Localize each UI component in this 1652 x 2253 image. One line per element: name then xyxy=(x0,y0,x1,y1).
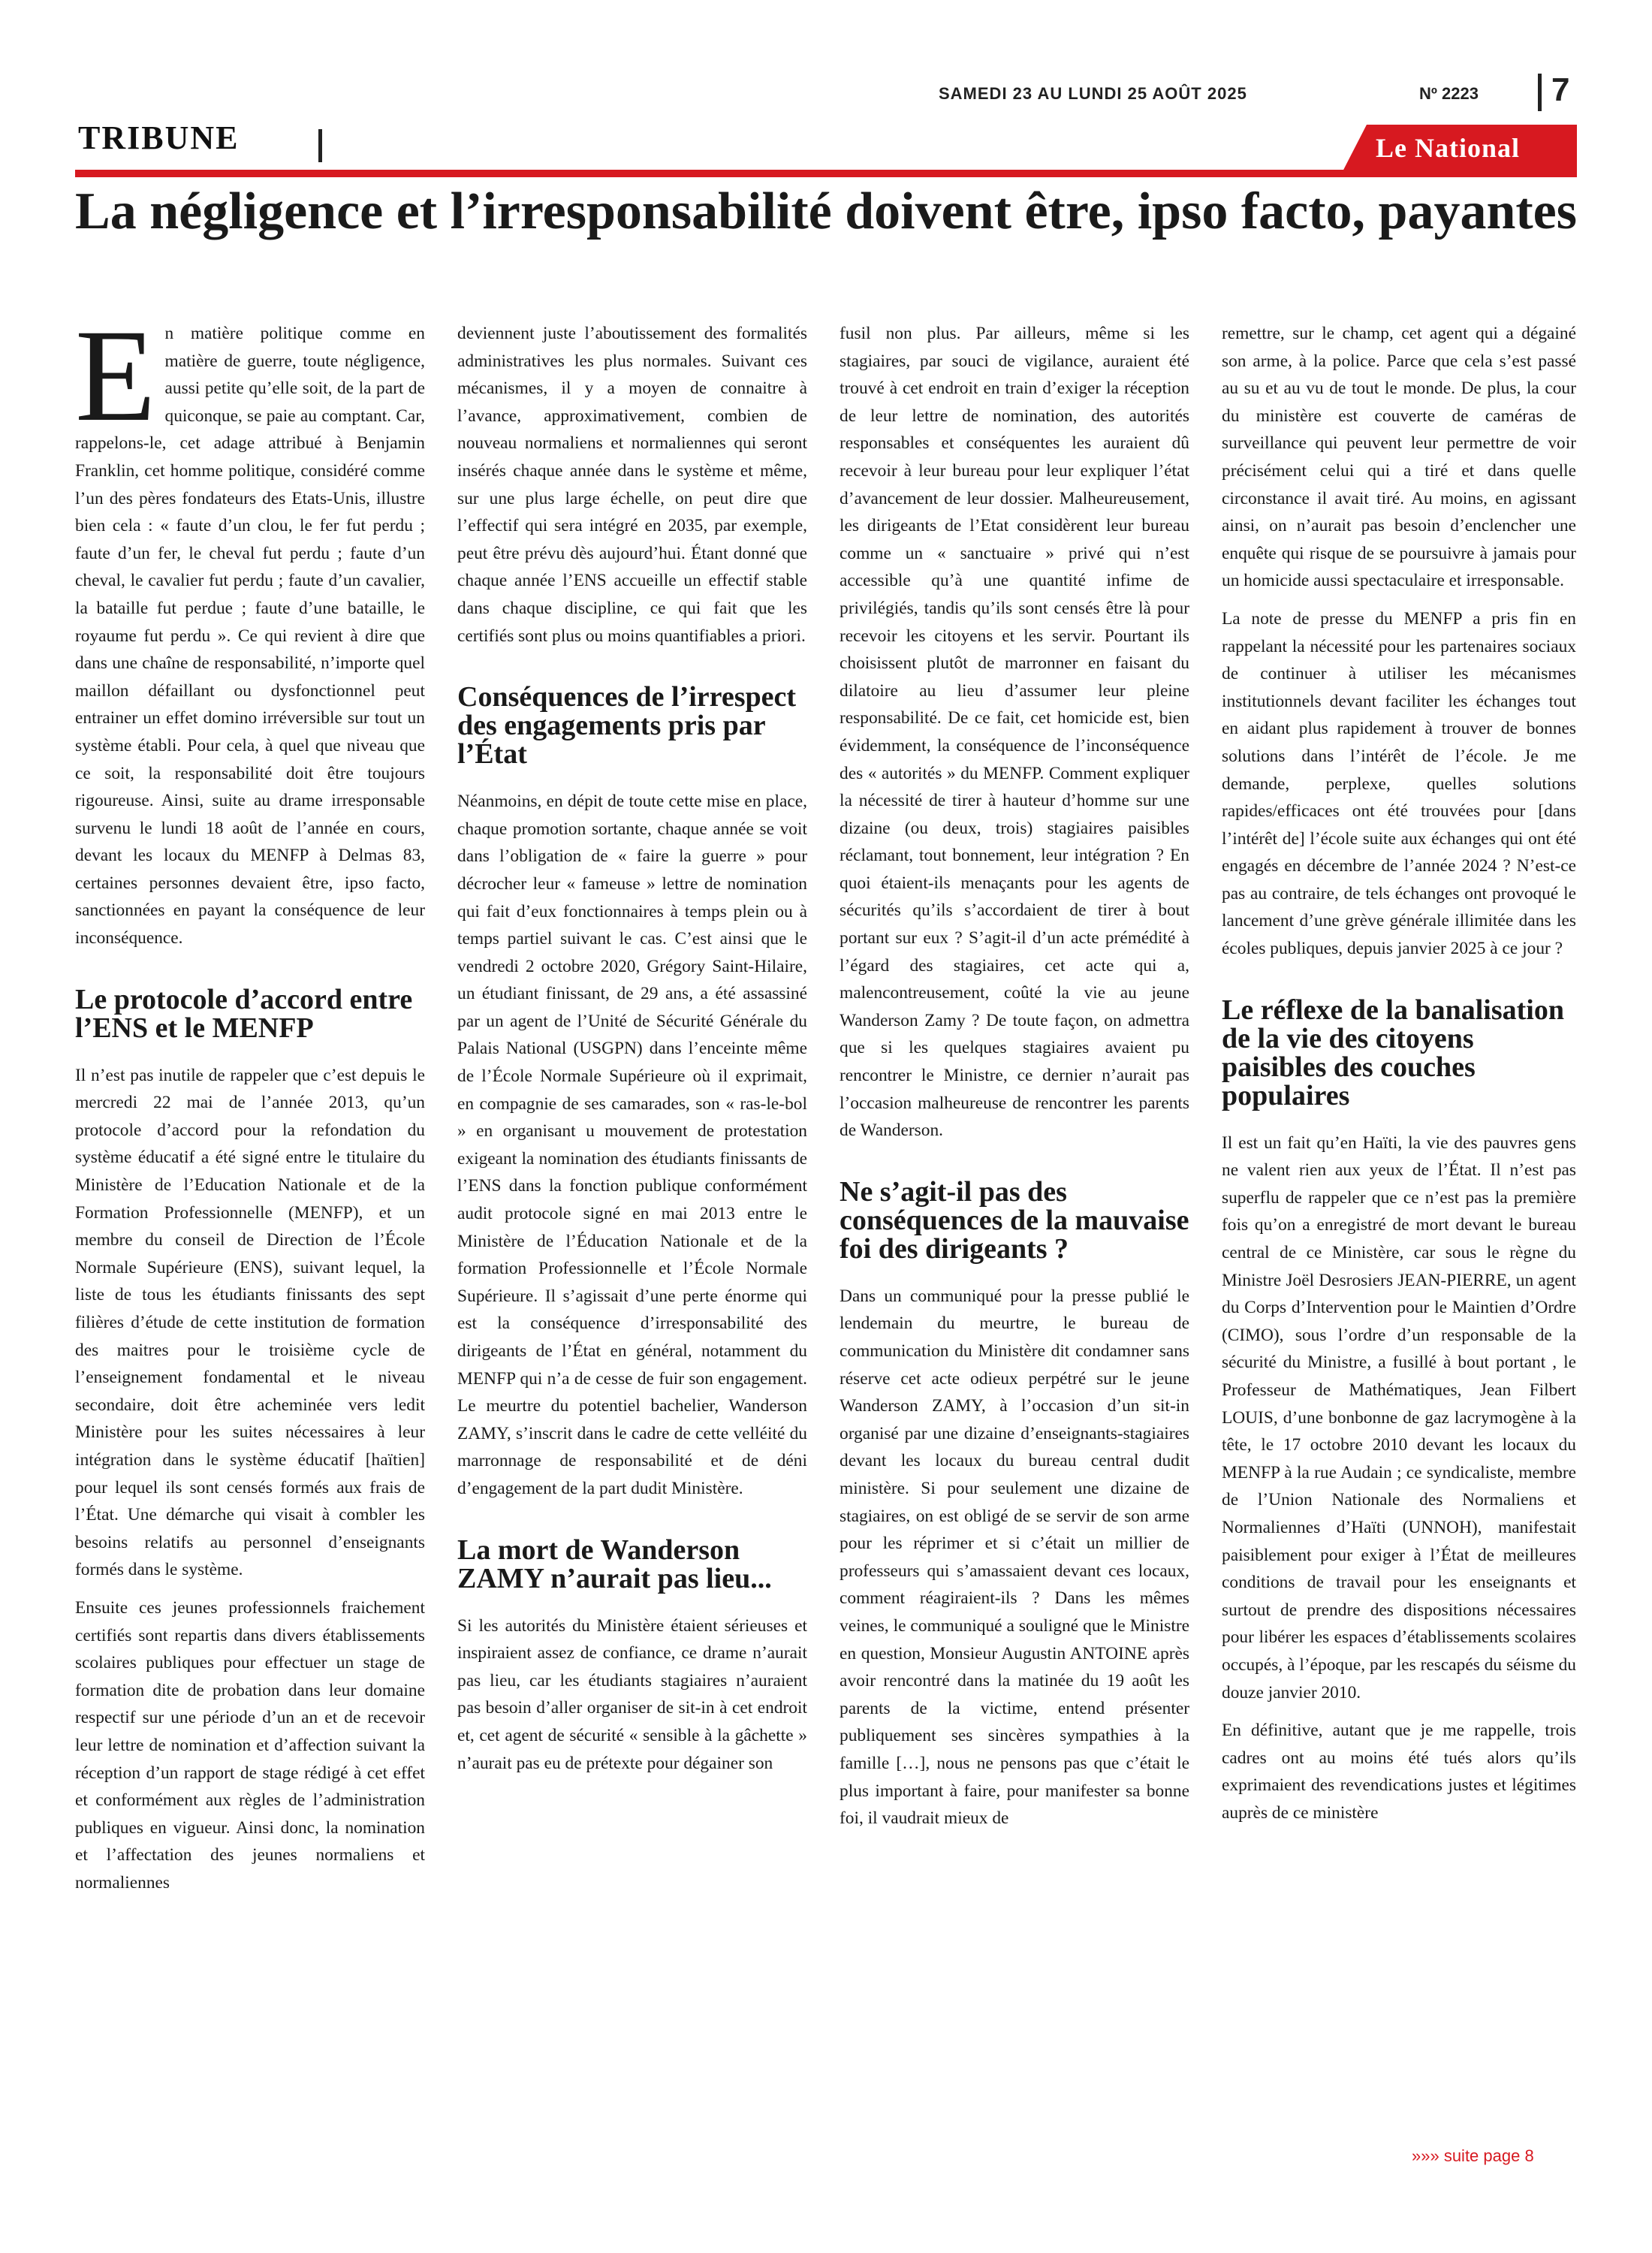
column-4 xyxy=(1222,320,1576,2145)
paragraph: Il est un fait qu’en Haïti, la vie des pauvres gens ne valent rien aux yeux de l’État. Il n’est pas superflu de rappeler que ce n’est pas la première fois qu’on a enregistré de mort devant le bureau central de ce Ministère, car sous le règne du Ministre Joël Desrosiers JEAN-PIERRE, un agent du Corps d’Intervention pour le Maintien d’Ordre (CIMO), sous l’ordre d’un responsable de la sécurité du Ministre, a fusillé à bout portant , le Professeur de Mathématiques, Jean Filbert LOUIS, d’une bonbonne de gaz lacrymogène à la tête, le 17 octobre 2010 devant les locaux du MENFP à la rue Audain ; ce syndicaliste, membre de l’Union Nationale des Normaliens et Normaliennes d’Haïti (UNNOH), manifestait paisiblement pour exiger à l’État de meilleures conditions de travail pour les enseignants et surtout de prendre des dispositions nécessaires pour libérer les espaces d’établissements scolaires occupés, à l’époque, par les rescapés du séisme du douze janvier 2010. xyxy=(1222,1133,1576,1703)
column-1 xyxy=(75,320,425,2145)
paragraph: fusil non plus. Par ailleurs, même si les stagiaires, par souci de vigilance, auraient été trouvé à cet endroit en train d’exiger la réception de leur lettre de nomination, des autorités responsables et conséquentes les auraient dû recevoir à leur bureau pour leur expliquer l’état d’avancement de leur dossier. Malheureusement, les dirigeants de l’Etat considèrent leur bureau comme un « sanctuaire » privé qui n’est accessible qu’à une quantité infime de privilégiés, tandis qu’ils sont censés être là pour recevoir les citoyens et les servir. Pourtant ils choisissent plutôt de marronner en faisant du dilatoire au lieu d’assumer leur pleine responsabilité. De ce fait, cet homicide est, bien évidemment, la conséquence de l’inconséquence des « autorités » du MENFP. Comment expliquer la nécessité de tirer à hauteur d’homme sur une dizaine (ou deux, trois) stagiaires paisibles réclamant, tout bonnement, leur intégration ? En quoi étaient-ils menaçants pour les agents de sécurités qu’ils s’accordaient de tirer à bout portant sur eux ? S’agit-il d’un acte prémédité à l’égard des stagiaires, cet acte qui a, malencontreusement, coûté la vie au jeune Wanderson Zamy ? De toute façon, on admettra que si les quelques stagiaires avaient pu rencontrer le Ministre, ce dernier n’aurait pas l’occasion malheureuse de rencontrer les parents de Wanderson. xyxy=(840,324,1189,1141)
column-3 xyxy=(840,320,1189,2145)
paragraph: deviennent juste l’aboutissement des formalités administratives les plus normales. Suivant ces mécanismes, il y a moyen de connaitre à l’avance, approximativement, combien de nouveau normaliens et normaliennes qui seront insérés chaque année dans le système et même, sur une plus large échelle, on peut dire que l’effectif qui sera intégré en 2035, par exemple, peut être prévu dès aujourd’hui. Étant donné que chaque année l’ENS accueille un effectif stable dans chaque discipline, ce qui fait que les certifiés sont plus ou moins quantifiables a priori. xyxy=(457,324,807,646)
paragraph: Néanmoins, en dépit de toute cette mise en place, chaque promotion sortante, chaque année se voit dans l’obligation de « faire la guerre » pour décrocher leur « fameuse » lettre de nomination qui fait d’eux fonctionnaires à temps plein ou à temps partiel suivant le cas. C’est ainsi que le vendredi 2 octobre 2020, Grégory Saint-Hilaire, un étudiant finissant, de 29 ans, a été assassiné par un agent de l’Unité de Sécurité Générale du Palais National (USGPN) dans l’enceinte même de l’École Normale Supérieure où il exprimait, en compagnie de ses camarades, son « ras-le-bol » en organisant u mouvement de protestation exigeant la nomination des étudiants finissants de l’ENS dans la fonction publique conformément audit protocole signé en mai 2013 entre le Ministère de l’Éducation Nationale et de la formation Professionnelle et l’École Normale Supérieure. Il s’agissait d’une perte énorme qui est la conséquence d’irresponsabilité des dirigeants de l’État en général, notamment du MENFP qui n’a de cesse de fuir son engagement. Le meurtre du potentiel bachelier, Wanderson ZAMY, s’inscrit dans le cadre de cette velléité du marronnage de responsabilité et de déni d’engagement de la part dudit Ministère. xyxy=(457,792,807,1498)
issue-date: SAMEDI 23 AU LUNDI 25 AOÛT 2025 xyxy=(939,84,1247,103)
paragraph: La note de presse du MENFP a pris fin en rappelant la nécessité pour les partenaires sociaux de continuer à utiliser les mécanismes institutionnels devant faciliter les échanges tout en aidant plus rapidement à trouver de bonnes solutions dans l’intérêt de l’école. Je me demande, perplexe, quelles solutions rapides/efficaces ont été trouvées pour [dans l’intérêt de] l’école suite aux échanges qui ont été engagés en décembre de l’année 2024 ? N’est-ce pas au contraire, de tels échanges ont provoqué le lancement d’une grève générale illimitée dans les écoles publiques, depuis janvier 2025 à ce jour ? xyxy=(1222,608,1576,959)
subheading: Le protocole d’accord entre l’ENS et le MENFP xyxy=(75,983,413,1044)
paragraph: En définitive, autant que je me rappelle, trois cadres ont au moins été tués alors qu’ils exprimaient des revendications justes et légitimes auprès de ce ministère xyxy=(1222,1721,1576,1823)
header-divider xyxy=(1538,74,1542,111)
paragraph: Ensuite ces jeunes professionnels fraichement certifiés sont repartis dans divers établissements scolaires publiques pour effectuer un stage de formation dite de probation dans leur domaine respectif sur une période d’un an et de recevoir leur lettre de nomination et d’affection suivant la réception d’un rapport de stage rédigé à cet effet et conformément aux règles de l’administration publiques en vigueur. Ainsi donc, la nomination et l’affectation des jeunes normaliens et normaliennes xyxy=(75,1597,425,1893)
paragraph-text: n matière politique comme en matière de guerre, toute négligence, aussi petite qu’elle soit, de la part de quiconque, se paie au comptant. Car, rappelons-le, cet adage attribué à Benjamin Franklin, cet homme politique, considéré comme l’un des pères fondateurs des Etats-Unis, illustre bien cela : « faute d’un clou, le fer fut perdu ; faute d’un fer, le cheval fut perdu ; faute d’un cheval, le cavalier fut perdu ; faute d’un cavalier, la bataille fut perdue ; faute d’une bataille, le royaume fut perdu ». Ce qui revient à dire que dans une chaîne de responsabilité, n’importe quel maillon défaillant ou dysfonctionnel peut entrainer un effet domino irréversible sur tout un système établi. Pour cela, à quel que niveau que ce soit, la responsabilité doit être toujours rigoureuse. Ainsi, suite au drame irresponsable survenu le lundi 18 août de l’année en cours, devant les locaux du MENFP à Delmas 83, certaines personnes devaient être, ipso facto, sanctionnées en payant la conséquence de leur inconséquence. xyxy=(75,324,425,949)
header-rule xyxy=(75,170,1577,177)
paragraph: remettre, sur le champ, cet agent qui a dégainé son arme, à la police. Parce que cela s’est passé au su et au vu de tout le monde. De plus, la cour du ministère est couverte de caméras de surveillance qui peuvent leur permettre de voir précisément celui qui a tiré et dans quelle circonstance il avait tiré. Au moins, en agissant ainsi, on n’aurait pas besoin d’enclencher une enquête qui risque de se poursuivre à jamais pour un homicide aussi spectaculaire et irresponsable. xyxy=(1222,324,1576,591)
issue-number: Nº 2223 xyxy=(1419,84,1479,103)
section-label: TRIBUNE xyxy=(78,119,240,156)
subheading: Ne s’agit-il pas des conséquences de la mauvaise foi des dirigeants ? xyxy=(840,1175,1189,1265)
article-headline: La négligence et l’irresponsabilité doivent être, ipso facto, payantes xyxy=(75,182,1577,240)
brand-name: Le National xyxy=(1376,133,1521,163)
paragraph xyxy=(75,320,425,952)
column-2 xyxy=(457,320,807,2145)
page-number: 7 xyxy=(1551,71,1570,108)
paragraph: Dans un communiqué pour la presse publié le lendemain du meurtre, le bureau de communication du Ministère dit condamner sans réserve cet acte odieux perpétré sur le jeune Wanderson ZAMY, à l’occasion d’un sit-in organisé par une dizaine d’enseignants-stagiaires devant les locaux du bureau central dudit ministère. Si pour seulement une dizaine de stagiaires, on est obligé de se servir de son arme pour les réprimer et si c’était un millier de professeurs qui s’amassaient devant ces locaux, comment réagiraient-ils ? Dans les mêmes veines, le communiqué a souligné que le Ministre en question, Monsieur Augustin ANTOINE après avoir rencontré dans la matinée du 19 août les parents de la victime, entend présenter publiquement ses sincères sympathies à la famille […], nous ne pensons pas que c’était le plus important à faire, pour manifester sa bonne foi, il vaudrait mieux de xyxy=(840,1286,1189,1829)
drop-cap: E xyxy=(75,320,156,449)
subheading: La mort de Wanderson ZAMY n’aurait pas lieu... xyxy=(457,1534,772,1594)
subheading: Conséquences de l’irrespect des engagements pris par l’État xyxy=(457,681,797,771)
paragraph: Il n’est pas inutile de rappeler que c’est depuis le mercredi 22 mai de l’année 2013, qu’un protocole d’accord pour la refondation du système éducatif a été signé entre le titulaire du Ministère de l’Education Nationale et de la Formation Professionnelle (MENFP), et un membre du conseil de Direction de l’École Normale Supérieure (ENS), suivant lequel, la liste de tous les étudiants finissants des sept filières d’étude de cette institution de formation des maitres pour le troisième cycle de l’enseignement fondamental et le niveau secondaire, doit être acheminée vers ledit Ministère pour les suites nécessaires à leur intégration dans le système éducatif [haïtien] pour lequel ils sont censés formés aux frais de l’État. Une démarche qui visait à combler les besoins relatifs au personnel d’enseignants formés dans le système. xyxy=(75,1065,425,1580)
section-divider xyxy=(318,129,322,162)
paragraph: Si les autorités du Ministère étaient sérieuses et inspiraient assez de confiance, ce drame n’aurait pas lieu, car les étudiants stagiaires n’auraient pas besoin d’aller organiser de sit-in à cet endroit et, cet agent de sécurité « sensible à la gâchette » n’aurait pas eu de prétexte pour dégainer son xyxy=(457,1615,807,1773)
continued-on-page-link[interactable]: »»» suite page 8 xyxy=(1412,2146,1534,2165)
subheading: Le réflexe de la banalisation de la vie des citoyens paisibles des couches populaires xyxy=(1222,994,1564,1111)
